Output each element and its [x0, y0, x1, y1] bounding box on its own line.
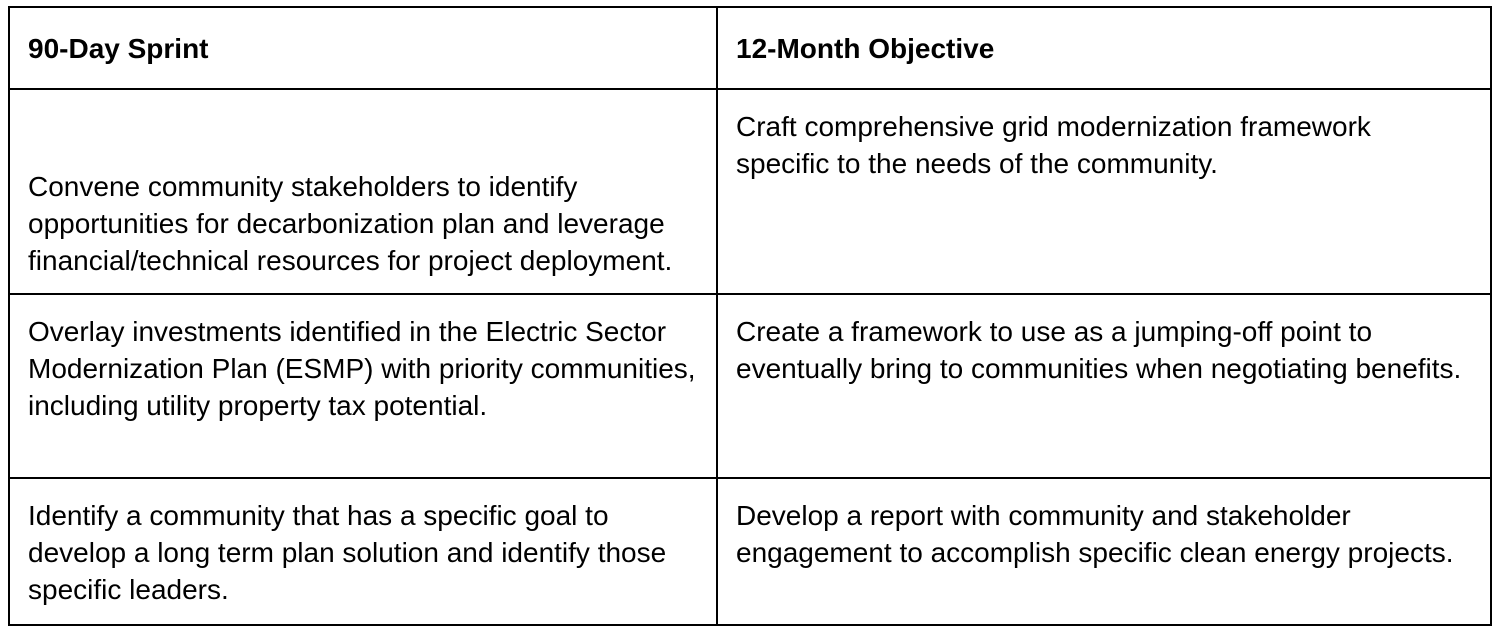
table-row	[9, 294, 1491, 478]
objective-cell: Create a framework to use as a jumping-off point to eventually bring to communities when negotiating benefits.	[717, 294, 1491, 478]
objective-cell: Develop a report with community and stakeholder engagement to accomplish specific clean energy projects.	[717, 478, 1491, 625]
sprint-cell: Overlay investments identified in the Electric Sector Modernization Plan (ESMP) with priority communities, including utility property tax potential.	[9, 294, 717, 478]
header-12-month-objective: 12-Month Objective	[717, 7, 1491, 89]
sprint-objective-table	[8, 6, 1492, 626]
sprint-cell: Convene community stakeholders to identify opportunities for decarbonization plan and leverage financial/technical resources for project deployment.	[9, 89, 717, 294]
header-90-day-sprint: 90-Day Sprint	[9, 7, 717, 89]
table-row	[9, 478, 1491, 625]
table-row	[9, 89, 1491, 294]
sprint-cell: Identify a community that has a specific goal to develop a long term plan solution and identify those specific leaders.	[9, 478, 717, 625]
table-header-row	[9, 7, 1491, 89]
objective-cell: Craft comprehensive grid modernization framework specific to the needs of the community.	[717, 89, 1491, 294]
